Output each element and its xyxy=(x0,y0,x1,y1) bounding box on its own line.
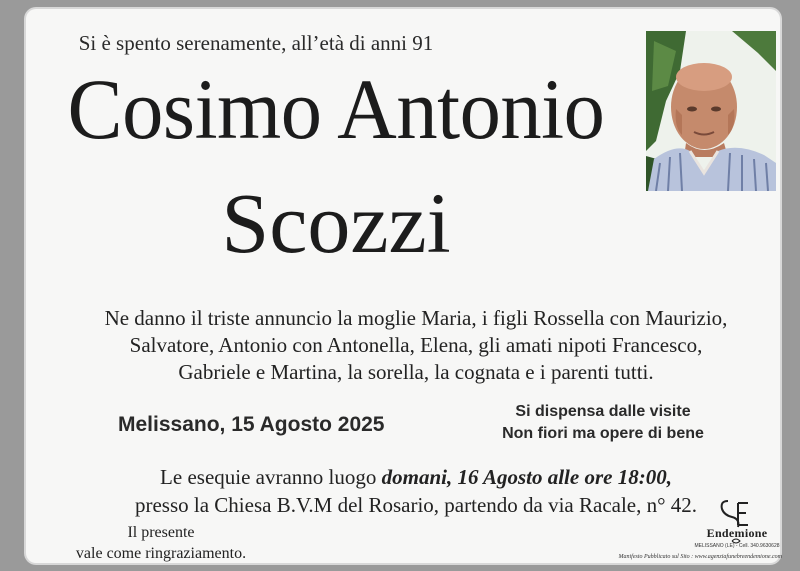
announcement-line: Gabriele e Martina, la sorella, la cognata e i parenti tutti. xyxy=(178,360,654,384)
dispensa-line: Si dispensa dalle visite xyxy=(515,403,691,420)
announcement-line: Salvatore, Antonio con Antonella, Elena, gli amati nipoti Francesco, xyxy=(129,333,703,357)
funeral-details xyxy=(36,463,796,519)
obituary-notice xyxy=(26,9,780,563)
funeral-date-time: domani, 16 Agosto alle ore 18:00, xyxy=(381,465,672,489)
agency-contact: MELISSANO (LE) - Cell. 340.9630628 xyxy=(694,543,780,549)
announcement-line: Ne danno il triste annuncio la moglie Maria, i figli Rossella con Maurizio, xyxy=(104,306,728,330)
funeral-line-1 xyxy=(36,463,796,491)
thanks-note xyxy=(46,522,276,564)
deceased-portrait xyxy=(646,31,776,191)
portrait-image xyxy=(646,31,776,191)
deceased-first-names: Cosimo Antonio xyxy=(67,61,605,157)
intro-text: Si è spento serenamente, all’età di anni 91 xyxy=(78,31,434,55)
funeral-prefix: Le esequie avranno luogo xyxy=(160,465,382,489)
funeral-line-2: presso la Chiesa B.V.M del Rosario, partendo da via Racale, n° 42. xyxy=(134,493,698,517)
place-date: Melissano, 15 Agosto 2025 xyxy=(118,413,385,436)
thanks-line: Il presente xyxy=(127,524,195,541)
deceased-surname: Scozzi xyxy=(221,175,451,271)
thanks-line: vale come ringraziamento. xyxy=(75,545,247,562)
agency-name: Endemione xyxy=(706,526,768,540)
dispensa-line: Non fiori ma opere di bene xyxy=(502,425,704,442)
publication-note: Manifesto Pubblicato sul Sito : www.agenziafunebreendemione.com xyxy=(618,554,782,560)
dispensa-note xyxy=(488,401,718,445)
announcement-text xyxy=(36,305,796,386)
